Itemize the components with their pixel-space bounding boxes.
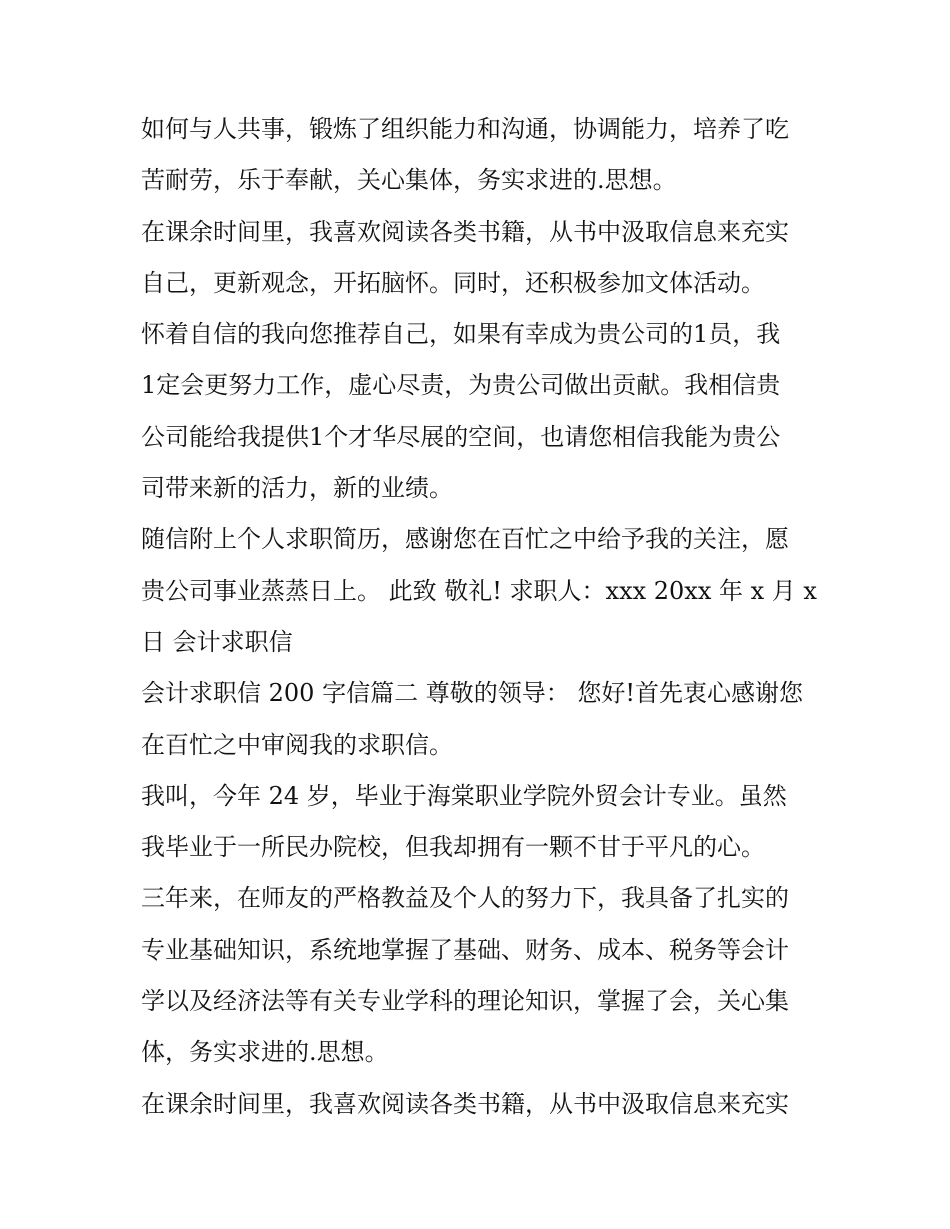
text-line: 如何与人共事，锻炼了组织能力和沟通，协调能力，培养了吃: [141, 115, 789, 143]
document-body: [141, 104, 821, 1130]
text-line: 我叫，今年 24 岁，毕业于海棠职业学院外贸会计专业。虽然: [141, 781, 787, 810]
text-line: 日 会计求职信: [141, 627, 293, 656]
text-line: 学以及经济法等有关专业学科的理论知识，掌握了会，关心集: [141, 987, 789, 1016]
text-line: 贵公司事业蒸蒸日上。 此致 敬礼! 求职人：xxx 20xx 年 x 月 x: [141, 576, 817, 605]
text-line: 三年来，在师友的严格教益及个人的努力下，我具备了扎实的: [141, 884, 789, 913]
text-line: 在课余时间里，我喜欢阅读各类书籍，从书中汲取信息来充实: [141, 217, 789, 246]
text-line: 在百忙之中审阅我的求职信。: [141, 730, 453, 759]
text-line: 怀着自信的我向您推荐自己，如果有幸成为贵公司的1员，我: [141, 320, 781, 349]
text-line: 专业基础知识，系统地掌握了基础、财务、成本、税务等会计: [141, 935, 789, 964]
text-line: 自己，更新观念，开拓脑怀。同时，还积极参加文体活动。: [141, 268, 765, 297]
text-line: 我毕业于一所民办院校，但我却拥有一颗不甘于平凡的心。: [141, 833, 765, 862]
text-line: 司带来新的活力，新的业绩。: [141, 474, 453, 503]
text-line: 随信附上个人求职简历，感谢您在百忙之中给予我的关注，愿: [141, 525, 789, 554]
text-line: 在课余时间里，我喜欢阅读各类书籍，从书中汲取信息来充实: [141, 1089, 789, 1118]
text-line: 1定会更努力工作，虚心尽责，为贵公司做出贡献。我相信贵: [141, 371, 781, 400]
text-line: 公司能给我提供1个才华尽展的空间，也请您相信我能为贵公: [141, 422, 781, 451]
text-line: 苦耐劳，乐于奉献，关心集体，务实求进的.思想。: [141, 166, 677, 195]
text-line: 体，务实求进的.思想。: [141, 1038, 389, 1067]
text-line: 会计求职信 200 字信篇二 尊敬的领导： 您好!首先衷心感谢您: [141, 679, 803, 708]
